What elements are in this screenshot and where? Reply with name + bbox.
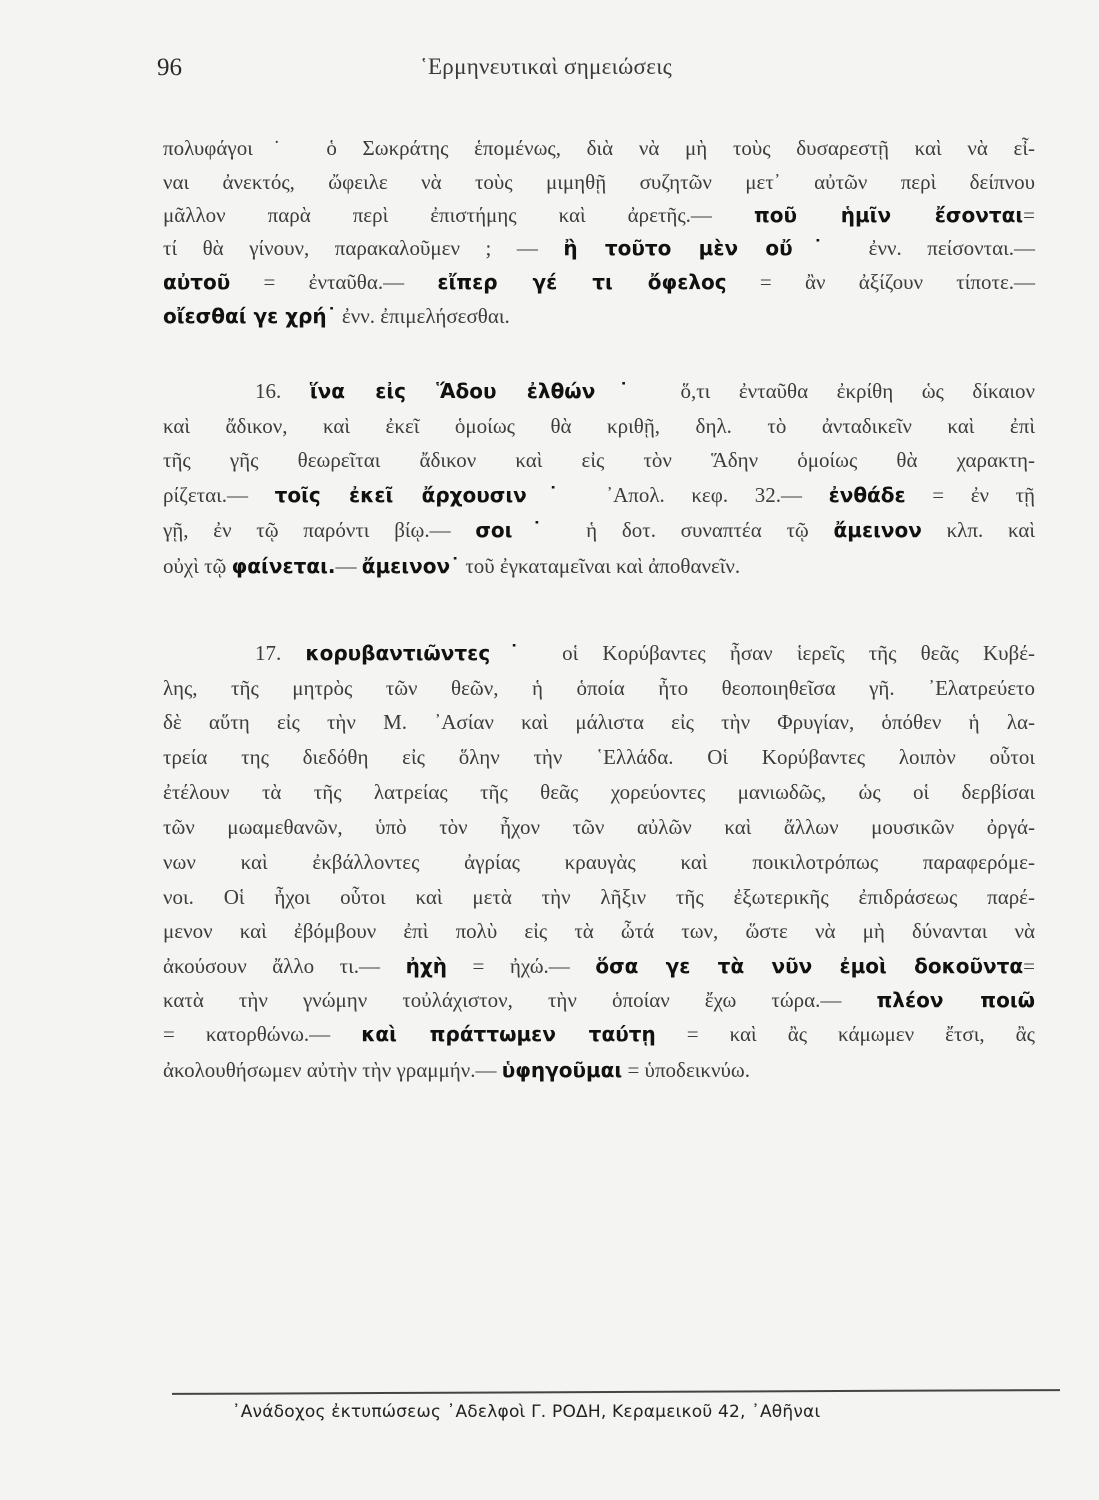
text-line xyxy=(163,410,1035,442)
lemma-bold: κορυβαντιῶντες˙ xyxy=(305,641,538,665)
text-line xyxy=(163,550,1035,582)
commentary-text: = ἠχώ.— xyxy=(446,954,596,978)
commentary-text: τῶν μωαμεθανῶν, ὑπὸ τὸν ἦχον τῶν αὐλῶν καὶ ἄλλων μουσικῶν ὀργά- xyxy=(163,815,1035,839)
text-line xyxy=(163,132,1035,164)
commentary-text: κατὰ τὴν γνώμην τοὐλάχιστον, τὴν ὁποίαν ἔχω τώρα.— xyxy=(163,988,877,1012)
commentary-text: = κατορθώνω.— xyxy=(163,1022,362,1046)
lemma-bold: ποῦ ἡμῖν ἔσονται xyxy=(753,203,1024,227)
printer-imprint: ᾿Ανάδοχος ἐκτυπώσεως ᾿Αδελφοὶ Γ. ΡΟΔΗ, Κεραμεικοῦ 42, ᾿Αθῆναι xyxy=(232,1402,821,1422)
commentary-text: = xyxy=(1023,954,1035,978)
text-line xyxy=(163,444,1035,476)
page-number: 96 xyxy=(157,54,182,81)
text-line xyxy=(163,881,1035,913)
commentary-text: ἡ δοτ. συναπτέα τῷ xyxy=(561,518,834,542)
commentary-text: ἐτέλουν τὰ τῆς λατρείας τῆς θεᾶς χορεύοντες μανιωδῶς, ὡς οἱ δερβίσαι xyxy=(163,780,1035,804)
lemma-bold: ἄμεινον˙ xyxy=(361,554,461,578)
text-line xyxy=(163,950,1035,982)
text-line xyxy=(163,479,1035,511)
running-title: ῾Ερμηνευτικαὶ σημειώσεις xyxy=(420,54,673,79)
commentary-text: τοῦ ἐγκαταμεῖναι καὶ ἀποθανεῖν. xyxy=(460,554,741,578)
text-line xyxy=(163,1018,1035,1050)
commentary-text: μενον καὶ ἐβόμβουν ἐπὶ πολὺ εἰς τὰ ὦτά των, ὥστε νὰ μὴ δύνανται νὰ xyxy=(163,919,1035,943)
lemma-bold: αὐτοῦ xyxy=(163,270,231,294)
text-line xyxy=(163,1054,1035,1086)
text-line xyxy=(163,846,1035,878)
commentary-text: μᾶλλον παρὰ περὶ ἐπιστήμης καὶ ἀρετῆς.— xyxy=(163,203,754,227)
commentary-text: ἐνν. ἐπιμελήσεσθαι. xyxy=(336,304,510,328)
commentary-text: ᾿Απολ. κεφ. 32.— xyxy=(579,483,829,507)
lemma-bold: ὑφηγοῦμαι xyxy=(501,1058,623,1082)
text-line xyxy=(163,199,1035,231)
text-line xyxy=(163,514,1035,546)
lemma-bold: εἴπερ γέ τι ὄφελος xyxy=(437,270,727,294)
text-line xyxy=(163,166,1035,198)
text-line xyxy=(163,672,1035,704)
lemma-bold: ἐνθάδε xyxy=(828,483,906,507)
text-line xyxy=(255,637,1035,669)
commentary-text: ἐνν. πείσονται.— xyxy=(843,236,1035,260)
lemma-bold: τοῖς ἐκεῖ ἄρχουσιν˙ xyxy=(274,483,580,507)
text-line xyxy=(163,232,1035,264)
commentary-text: νοι. Οἱ ἦχοι οὗτοι καὶ μετὰ τὴν λῆξιν τῆς ἐξωτερικῆς ἐπιδράσεως παρέ- xyxy=(163,885,1035,909)
lemma-bold: καὶ πράττωμεν ταύτῃ xyxy=(361,1022,656,1046)
commentary-text: δὲ αὕτη εἰς τὴν Μ. ᾿Ασίαν καὶ μάλιστα εἰς τὴν Φρυγίαν, ὁπόθεν ἡ λα- xyxy=(163,710,1035,734)
footer-rule xyxy=(172,1389,1060,1395)
commentary-text: 16. xyxy=(255,379,310,403)
text-line xyxy=(163,776,1035,808)
lemma-bold: ὅσα γε τὰ νῦν ἐμοὶ δοκοῦντα xyxy=(595,954,1024,978)
commentary-text: = xyxy=(1023,203,1036,227)
commentary-text: λης, τῆς μητρὸς τῶν θεῶν, ἡ ὁποία ἦτο θεοποιηθεῖσα γῆ. ᾿Ελατρεύετο xyxy=(163,676,1035,700)
commentary-text: ρίζεται.— xyxy=(163,483,275,507)
text-line xyxy=(163,300,1035,332)
commentary-text: ἀκούσουν ἄλλο τι.— xyxy=(163,954,406,978)
text-line xyxy=(163,266,1035,298)
commentary-text: = καὶ ἂς κάμωμεν ἔτσι, ἂς xyxy=(655,1022,1035,1046)
commentary-text: γῇ, ἐν τῷ παρόντι βίῳ.— xyxy=(163,518,476,542)
lemma-bold: σοι˙ xyxy=(475,518,562,542)
commentary-text: = ἐν τῇ xyxy=(905,483,1036,507)
commentary-text: ἀκολουθήσωμεν αὐτὴν τὴν γραμμήν.— xyxy=(163,1058,502,1082)
lemma-bold: ἠχὴ xyxy=(405,954,447,978)
commentary-text: νων καὶ ἐκβάλλοντες ἀγρίας κραυγὰς καὶ ποικιλοτρόπως παραφερόμε- xyxy=(163,850,1035,874)
commentary-text: ὅ,τι ἐνταῦθα ἐκρίθη ὡς δίκαιον xyxy=(651,379,1036,403)
text-line xyxy=(163,741,1035,773)
text-line xyxy=(163,915,1035,947)
commentary-text: καὶ ἄδικον, καὶ ἐκεῖ ὁμοίως θὰ κριθῇ, δηλ. τὸ ἀνταδικεῖν καὶ ἐπὶ xyxy=(163,414,1035,438)
commentary-text: ναι ἀνεκτός, ὤφειλε νὰ τοὺς μιμηθῇ συζητῶν μετ᾽ αὐτῶν περὶ δείπνου xyxy=(163,170,1035,194)
text-line xyxy=(163,706,1035,738)
lemma-bold: οἴεσθαί γε χρή˙ xyxy=(163,304,337,328)
commentary-text: 17. xyxy=(255,641,306,665)
commentary-text: = ἂν ἀξίζουν τίποτε.— xyxy=(726,270,1036,294)
commentary-text: — xyxy=(335,554,362,578)
commentary-text: οἱ Κορύβαντες ἦσαν ἱερεῖς τῆς θεᾶς Κυβέ- xyxy=(537,641,1036,665)
commentary-text: οὐχὶ τῷ xyxy=(163,554,232,578)
commentary-text: τί θὰ γίνουν, παρακαλοῦμεν ; — xyxy=(163,236,564,260)
text-line xyxy=(255,375,1035,407)
commentary-text: πολυφάγοι˙ ὁ Σωκράτης ἑπομένως, διὰ νὰ μὴ τοὺς δυσαρεστῇ καὶ νὰ εἶ- xyxy=(163,136,1035,160)
commentary-text: τῆς γῆς θεωρεῖται ἄδικον καὶ εἰς τὸν Ἅδην ὁμοίως θὰ χαρακτη- xyxy=(163,448,1035,472)
lemma-bold: φαίνεται. xyxy=(231,554,336,578)
lemma-bold: ἵνα εἰς Ἅδου ἐλθών˙ xyxy=(309,379,652,403)
lemma-bold: ἄμεινον xyxy=(833,518,922,542)
text-line xyxy=(163,984,1035,1016)
commentary-text: κλπ. καὶ xyxy=(921,518,1035,542)
commentary-text: = ἐνταῦθα.— xyxy=(230,270,438,294)
commentary-text: τρεία της διεδόθη εἰς ὅλην τὴν ῾Ελλάδα. Οἱ Κορύβαντες λοιπὸν οὗτοι xyxy=(163,745,1035,769)
commentary-text: = ὑποδεικνύω. xyxy=(622,1058,750,1082)
lemma-bold: πλέον ποιῶ xyxy=(876,988,1035,1012)
lemma-bold: ἢ τοῦτο μὲν οὔ˙ xyxy=(563,236,844,260)
text-line xyxy=(163,811,1035,843)
